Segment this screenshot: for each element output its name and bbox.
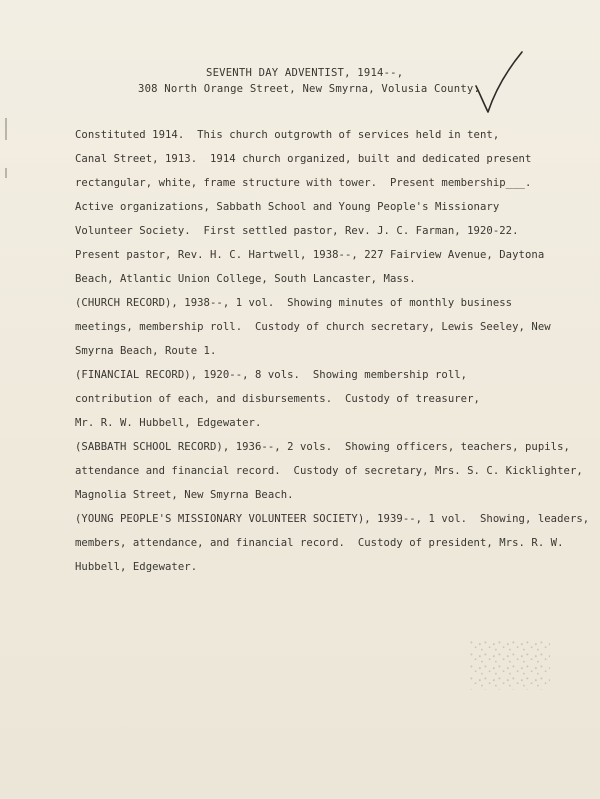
- document-address: 308 North Orange Street, New Smyrna, Volusia County.: [138, 83, 481, 95]
- body-line: members, attendance, and financial record. Custody of president, Mrs. R. W.: [75, 537, 564, 549]
- body-line: rectangular, white, frame structure with tower. Present membership___.: [75, 177, 532, 189]
- body-line: contribution of each, and disbursements. Custody of treasurer,: [75, 393, 480, 405]
- body-line: (SABBATH SCHOOL RECORD), 1936--, 2 vols. Showing officers, teachers, pupils,: [75, 441, 570, 453]
- body-line: (CHURCH RECORD), 1938--, 1 vol. Showing minutes of monthly business: [75, 297, 513, 309]
- body-line: Active organizations, Sabbath School and Young People's Missionary: [75, 201, 500, 213]
- checkmark-icon: [470, 46, 530, 118]
- body-line: attendance and financial record. Custody of secretary, Mrs. S. C. Kicklighter,: [75, 465, 583, 477]
- body-line: Magnolia Street, New Smyrna Beach.: [75, 489, 294, 501]
- body-line: Canal Street, 1913. 1914 church organized, built and dedicated present: [75, 153, 532, 165]
- margin-mark: [5, 168, 7, 178]
- body-line: (YOUNG PEOPLE'S MISSIONARY VOLUNTEER SOCIETY), 1939--, 1 vol. Showing, leaders,: [75, 513, 590, 525]
- body-line: Mr. R. W. Hubbell, Edgewater.: [75, 417, 262, 429]
- body-line: meetings, membership roll. Custody of church secretary, Lewis Seeley, New: [75, 321, 551, 333]
- body-line: Beach, Atlantic Union College, South Lancaster, Mass.: [75, 273, 416, 285]
- body-line: Volunteer Society. First settled pastor, Rev. J. C. Farman, 1920-22.: [75, 225, 519, 237]
- body-line: Hubbell, Edgewater.: [75, 561, 198, 573]
- body-line: Smyrna Beach, Route 1.: [75, 345, 217, 357]
- body-line: Constituted 1914. This church outgrowth of services held in tent,: [75, 129, 500, 141]
- body-line: (FINANCIAL RECORD), 1920--, 8 vols. Showing membership roll,: [75, 369, 468, 381]
- margin-mark: [5, 118, 7, 140]
- document-title: SEVENTH DAY ADVENTIST, 1914--,: [206, 67, 404, 79]
- paper-speckle: [470, 640, 550, 690]
- body-line: Present pastor, Rev. H. C. Hartwell, 1938--, 227 Fairview Avenue, Daytona: [75, 249, 545, 261]
